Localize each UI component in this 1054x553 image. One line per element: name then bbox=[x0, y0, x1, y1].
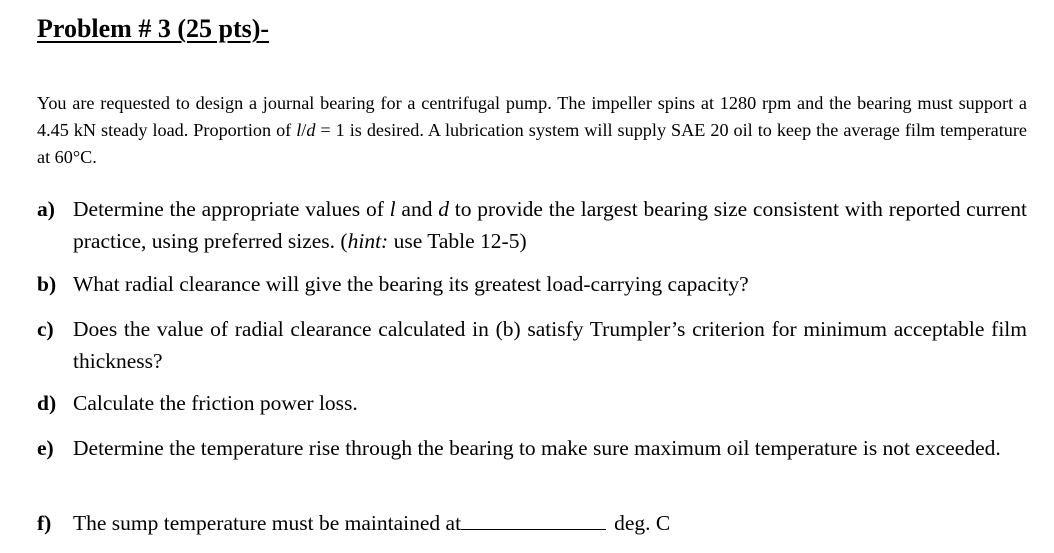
problem-intro bbox=[37, 90, 1027, 171]
question-f-label: f) bbox=[37, 511, 52, 535]
question-e-label: e) bbox=[37, 436, 54, 460]
question-c-text: Does the value of radial clearance calculated in (b) satisfy Trumpler’s criterion for minimum acceptable film thickness? bbox=[73, 317, 1027, 373]
question-f-text bbox=[73, 507, 1027, 539]
answer-blank-line[interactable] bbox=[461, 509, 606, 530]
question-a-text bbox=[73, 193, 1027, 257]
question-a-text-2: and bbox=[395, 197, 439, 221]
question-f-unit: deg. C bbox=[614, 511, 671, 535]
question-a-label: a) bbox=[37, 197, 55, 221]
question-a-var-l: l bbox=[389, 197, 396, 221]
question-b-text: What radial clearance will give the bearing its greatest load-carrying capacity? bbox=[73, 272, 749, 296]
question-f bbox=[37, 507, 1027, 539]
intro-text-part-2: = 1 is desired. A lubrication system will supply SAE 20 oil to keep the average film temperature at 60°C. bbox=[37, 120, 1027, 167]
intro-text-part-1: You are requested to design a journal bearing for a centrifugal pump. The impeller spins at 1280 rpm and the bearing must support a 4.45 kN steady load. Proportion of bbox=[37, 93, 1027, 140]
question-c bbox=[37, 313, 1027, 377]
question-a-var-d: d bbox=[438, 197, 449, 221]
problem-title: Problem # 3 (25 pts)- bbox=[37, 14, 270, 43]
question-b bbox=[37, 268, 1027, 300]
question-d-label: d) bbox=[37, 391, 57, 415]
question-d-text: Calculate the friction power loss. bbox=[73, 391, 358, 415]
question-a-text-4: use Table 12-5) bbox=[388, 229, 527, 253]
question-a-hint: hint: bbox=[347, 229, 389, 253]
question-c-label: c) bbox=[37, 317, 54, 341]
question-a-text-1: Determine the appropriate values of bbox=[73, 197, 390, 221]
question-d bbox=[37, 387, 1027, 419]
question-b-label: b) bbox=[37, 272, 57, 296]
intro-slash: / bbox=[301, 120, 307, 140]
question-e bbox=[37, 432, 1027, 464]
intro-var-l: l bbox=[296, 120, 302, 140]
question-a-text-3: to provide the largest bearing size consistent with reported current practice, using preferred sizes. ( bbox=[73, 197, 1027, 253]
question-f-sentence: The sump temperature must be maintained at bbox=[73, 511, 462, 535]
intro-var-d: d bbox=[306, 120, 316, 140]
question-a bbox=[37, 193, 1027, 257]
question-e-text: Determine the temperature rise through the bearing to make sure maximum oil temperature is not exceeded. bbox=[73, 436, 1001, 460]
